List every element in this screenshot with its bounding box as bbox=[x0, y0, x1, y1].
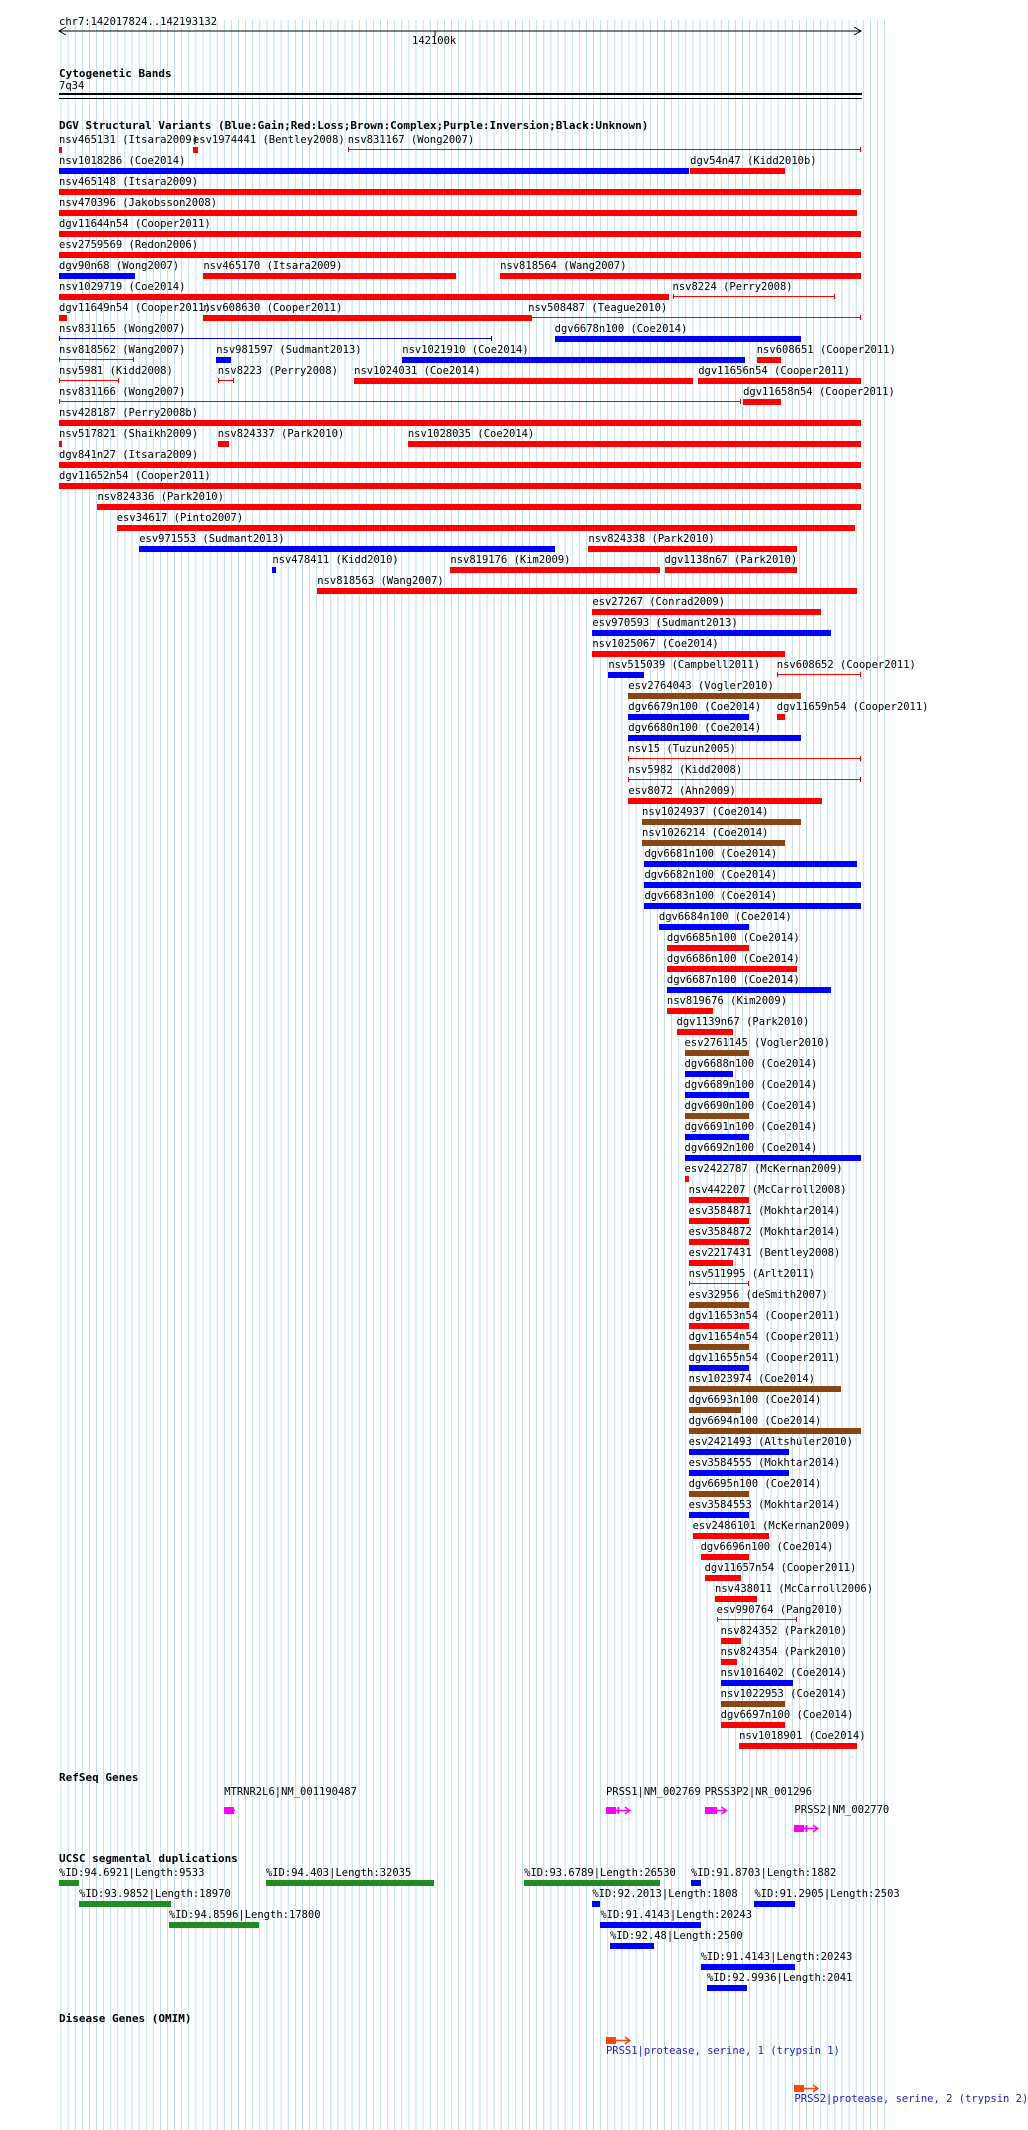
gene-label[interactable]: PRSS3P2|NR_001296 bbox=[704, 1786, 813, 1798]
sv-label[interactable]: nsv8224 (Perry2008) bbox=[672, 281, 793, 293]
sv-bar[interactable] bbox=[701, 1554, 749, 1560]
sv-label[interactable]: nsv428187 (Perry2008b) bbox=[59, 407, 199, 419]
sv-label[interactable]: dgv6680n100 (Coe2014) bbox=[628, 722, 762, 734]
omim-title: Disease Genes (OMIM) bbox=[59, 2012, 192, 2025]
sv-label[interactable]: dgv11644n54 (Cooper2011) bbox=[59, 218, 211, 230]
sv-label[interactable]: dgv6694n100 (Coe2014) bbox=[688, 1415, 822, 1427]
sv-bar[interactable] bbox=[693, 1533, 769, 1539]
sv-label[interactable]: nsv438011 (McCarroll2006) bbox=[715, 1583, 874, 1595]
sv-label[interactable]: dgv6697n100 (Coe2014) bbox=[720, 1709, 854, 1721]
sv-label[interactable]: esv2486101 (McKernan2009) bbox=[692, 1520, 851, 1532]
sv-label[interactable]: dgv6689n100 (Coe2014) bbox=[684, 1079, 818, 1091]
sv-line-end bbox=[860, 672, 861, 677]
sv-label[interactable]: esv3584553 (Mokhtar2014) bbox=[688, 1499, 841, 1511]
sv-label[interactable]: dgv90n68 (Wong2007) bbox=[59, 260, 180, 272]
sv-bar[interactable] bbox=[592, 630, 830, 636]
sv-label[interactable]: dgv11656n54 (Cooper2011) bbox=[698, 365, 850, 377]
segdup-bar[interactable] bbox=[592, 1901, 600, 1907]
sv-bar[interactable] bbox=[685, 1176, 689, 1182]
sv-bar[interactable] bbox=[689, 1365, 749, 1371]
sv-bar[interactable] bbox=[721, 1722, 785, 1728]
sv-bar[interactable] bbox=[59, 147, 62, 153]
sv-label[interactable]: dgv6691n100 (Coe2014) bbox=[684, 1121, 818, 1133]
sv-bar[interactable] bbox=[203, 315, 532, 321]
segdup-bar[interactable] bbox=[524, 1880, 660, 1886]
sv-label[interactable]: nsv608651 (Cooper2011) bbox=[756, 344, 896, 356]
sv-label[interactable]: esv2421493 (Altshuler2010) bbox=[688, 1436, 853, 1448]
sv-label[interactable]: esv970593 (Sudmant2013) bbox=[592, 617, 738, 629]
sv-label[interactable]: nsv824337 (Park2010) bbox=[217, 428, 345, 440]
segdup-label[interactable]: %ID:93.9852|Length:18970 bbox=[79, 1888, 231, 1900]
sv-label[interactable]: nsv818563 (Wang2007) bbox=[317, 575, 444, 587]
sv-label[interactable]: nsv508487 (Teague2010) bbox=[528, 302, 668, 314]
refseq-title: RefSeq Genes bbox=[59, 1771, 139, 1784]
sv-line-end bbox=[796, 1617, 797, 1622]
sv-label[interactable]: nsv1018901 (Coe2014) bbox=[739, 1730, 866, 1742]
sv-label[interactable]: dgv6692n100 (Coe2014) bbox=[684, 1142, 818, 1154]
sv-label[interactable]: nsv831166 (Wong2007) bbox=[59, 386, 186, 398]
sv-label[interactable]: nsv819676 (Kim2009) bbox=[666, 995, 788, 1007]
sv-bar[interactable] bbox=[354, 378, 692, 384]
sv-label[interactable]: dgv6683n100 (Coe2014) bbox=[644, 890, 778, 902]
gene-glyph[interactable] bbox=[224, 1800, 235, 1809]
segdup-label[interactable]: %ID:91.2905|Length:2503 bbox=[754, 1888, 900, 1900]
sv-label[interactable]: nsv981597 (Sudmant2013) bbox=[216, 344, 362, 356]
cytoband-label: 7q34 bbox=[59, 80, 85, 92]
sv-bar[interactable] bbox=[59, 231, 861, 237]
segdup-bar[interactable] bbox=[691, 1880, 701, 1886]
sv-label[interactable]: dgv6693n100 (Coe2014) bbox=[688, 1394, 822, 1406]
sv-line-end bbox=[133, 357, 134, 362]
sv-line-end bbox=[673, 294, 674, 299]
sv-label[interactable]: nsv1021910 (Coe2014) bbox=[402, 344, 529, 356]
sv-line[interactable] bbox=[628, 758, 861, 759]
sv-line[interactable] bbox=[717, 1619, 797, 1620]
sv-label[interactable]: nsv511995 (Arlt2011) bbox=[688, 1268, 815, 1280]
sv-label[interactable]: esv3584871 (Mokhtar2014) bbox=[688, 1205, 841, 1217]
sv-bar[interactable] bbox=[721, 1659, 737, 1665]
sv-bar[interactable] bbox=[698, 378, 861, 384]
sv-bar[interactable] bbox=[450, 567, 660, 573]
sv-bar[interactable] bbox=[628, 798, 822, 804]
sv-bar[interactable] bbox=[685, 1134, 749, 1140]
sv-line-end bbox=[860, 315, 861, 320]
omim-glyph[interactable] bbox=[794, 2078, 819, 2087]
segdup-label[interactable]: %ID:91.4143|Length:20243 bbox=[700, 1951, 853, 1963]
sv-bar[interactable] bbox=[59, 315, 67, 321]
sv-label[interactable]: dgv6696n100 (Coe2014) bbox=[700, 1541, 834, 1553]
sv-bar[interactable] bbox=[689, 1197, 749, 1203]
sv-bar[interactable] bbox=[588, 546, 797, 552]
sv-bar[interactable] bbox=[777, 714, 785, 720]
sv-label[interactable]: esv8072 (Ahn2009) bbox=[628, 785, 736, 797]
sv-bar[interactable] bbox=[644, 861, 857, 867]
sv-bar[interactable] bbox=[689, 1344, 749, 1350]
sv-line-end bbox=[860, 777, 861, 782]
sv-bar[interactable] bbox=[59, 252, 861, 258]
sv-bar[interactable] bbox=[59, 294, 669, 300]
sv-label[interactable]: dgv6687n100 (Coe2014) bbox=[666, 974, 800, 986]
sv-label[interactable]: nsv819176 (Kim2009) bbox=[450, 554, 571, 566]
omim-glyph[interactable] bbox=[606, 2030, 631, 2039]
sv-label[interactable]: esv32956 (deSmith2007) bbox=[688, 1289, 828, 1301]
sv-label[interactable]: dgv54n47 (Kidd2010b) bbox=[690, 155, 817, 167]
sv-bar[interactable] bbox=[59, 210, 857, 216]
sv-bar[interactable] bbox=[689, 1491, 749, 1497]
cytoband-rule-top bbox=[59, 93, 862, 95]
sv-label[interactable]: nsv1025067 (Coe2014) bbox=[592, 638, 719, 650]
sv-label[interactable]: dgv6695n100 (Coe2014) bbox=[688, 1478, 822, 1490]
sv-line-end bbox=[218, 378, 219, 383]
sv-line-end bbox=[59, 378, 60, 383]
sv-bar[interactable] bbox=[677, 1029, 733, 1035]
sv-bar[interactable] bbox=[555, 336, 801, 342]
sv-line[interactable] bbox=[59, 380, 119, 381]
sv-label[interactable]: nsv15 (Tuzun2005) bbox=[628, 743, 736, 755]
cytoband-rule-bottom bbox=[59, 98, 862, 99]
segdup-label[interactable]: %ID:94.8596|Length:17800 bbox=[168, 1909, 321, 1921]
omim-label[interactable]: PRSS1|protease, serine, 1 (trypsin 1) bbox=[605, 2045, 840, 2057]
sv-line-end bbox=[628, 756, 629, 761]
sv-label[interactable]: dgv6678n100 (Coe2014) bbox=[554, 323, 688, 335]
sv-bar[interactable] bbox=[689, 1449, 789, 1455]
sv-line-end bbox=[348, 147, 349, 152]
sv-bar[interactable] bbox=[689, 1323, 749, 1329]
sv-bar[interactable] bbox=[642, 840, 785, 846]
sv-label[interactable]: dgv6682n100 (Coe2014) bbox=[644, 869, 778, 881]
sv-label[interactable]: esv971553 (Sudmant2013) bbox=[139, 533, 285, 545]
sv-bar[interactable] bbox=[216, 357, 231, 363]
sv-label[interactable]: nsv1018286 (Coe2014) bbox=[59, 155, 186, 167]
sv-bar[interactable] bbox=[59, 189, 861, 195]
sv-line[interactable] bbox=[673, 296, 836, 297]
sv-label[interactable]: nsv824338 (Park2010) bbox=[588, 533, 715, 545]
sv-bar[interactable] bbox=[203, 273, 456, 279]
sv-label[interactable]: esv3584555 (Mokhtar2014) bbox=[688, 1457, 841, 1469]
sv-bar[interactable] bbox=[218, 441, 229, 447]
gene-glyph[interactable] bbox=[794, 1818, 819, 1827]
sv-label[interactable]: nsv517821 (Shaikh2009) bbox=[59, 428, 199, 440]
sv-label[interactable]: nsv1028035 (Coe2014) bbox=[407, 428, 535, 440]
sv-label[interactable]: nsv1023974 (Coe2014) bbox=[688, 1373, 815, 1385]
sv-bar[interactable] bbox=[689, 1512, 749, 1518]
omim-label[interactable]: PRSS2|protease, serine, 2 (trypsin 2) bbox=[794, 2093, 1028, 2105]
sv-label[interactable]: dgv11658n54 (Cooper2011) bbox=[743, 386, 895, 398]
coords-label: chr7:142017824..142193132 bbox=[59, 16, 218, 28]
sv-bar[interactable] bbox=[689, 1302, 749, 1308]
sv-bar[interactable] bbox=[628, 714, 748, 720]
sv-label[interactable]: nsv1024031 (Coe2014) bbox=[354, 365, 481, 377]
sv-line[interactable] bbox=[777, 674, 861, 675]
sv-label[interactable]: nsv831165 (Wong2007) bbox=[59, 323, 186, 335]
sv-line-end bbox=[717, 1617, 718, 1622]
sv-label[interactable]: nsv1026214 (Coe2014) bbox=[642, 827, 769, 839]
sv-line-end bbox=[860, 147, 861, 152]
sv-bar[interactable] bbox=[689, 1239, 749, 1245]
sv-label[interactable]: dgv11659n54 (Cooper2011) bbox=[776, 701, 929, 713]
sv-line-end bbox=[740, 399, 741, 404]
sv-label[interactable]: dgv11652n54 (Cooper2011) bbox=[59, 470, 211, 482]
sv-bar[interactable] bbox=[689, 1470, 789, 1476]
sv-line-end bbox=[59, 399, 60, 404]
sv-line-end bbox=[860, 756, 861, 761]
sv-line[interactable] bbox=[59, 338, 492, 339]
sv-label[interactable]: dgv6686n100 (Coe2014) bbox=[666, 953, 800, 965]
sv-label[interactable]: esv1974441 (Bentley2008) bbox=[192, 134, 345, 146]
sv-bar[interactable] bbox=[689, 1407, 741, 1413]
sv-line[interactable] bbox=[218, 380, 234, 381]
sv-bar[interactable] bbox=[59, 483, 861, 489]
sv-label[interactable]: dgv6688n100 (Coe2014) bbox=[684, 1058, 818, 1070]
segdup-bar[interactable] bbox=[79, 1901, 171, 1907]
sv-label[interactable]: dgv11649n54 (Cooper2011) bbox=[59, 302, 211, 314]
sv-bar[interactable] bbox=[667, 987, 831, 993]
segdup-bar[interactable] bbox=[701, 1964, 796, 1970]
sv-bar[interactable] bbox=[272, 567, 275, 573]
sv-label[interactable]: nsv818564 (Wang2007) bbox=[500, 260, 627, 272]
sv-bar[interactable] bbox=[721, 1680, 793, 1686]
sv-bar[interactable] bbox=[685, 1050, 749, 1056]
sv-label[interactable]: nsv1024937 (Coe2014) bbox=[642, 806, 769, 818]
sv-bar[interactable] bbox=[608, 672, 644, 678]
gene-label[interactable]: MTRNR2L6|NM_001190487 bbox=[224, 1786, 357, 1798]
sv-bar[interactable] bbox=[317, 588, 857, 594]
sv-bar[interactable] bbox=[628, 693, 800, 699]
segdup-bar[interactable] bbox=[600, 1922, 700, 1928]
segdup-title: UCSC segmental duplications bbox=[59, 1852, 238, 1865]
sv-bar[interactable] bbox=[59, 273, 135, 279]
sv-label[interactable]: nsv608630 (Cooper2011) bbox=[203, 302, 343, 314]
sv-bar[interactable] bbox=[685, 1092, 749, 1098]
sv-label[interactable]: nsv5981 (Kidd2008) bbox=[59, 365, 173, 377]
sv-line-end bbox=[118, 378, 119, 383]
sv-bar[interactable] bbox=[59, 462, 861, 468]
sv-line-end bbox=[59, 336, 60, 341]
cytoband-title: Cytogenetic Bands bbox=[59, 67, 172, 80]
sv-bar[interactable] bbox=[59, 420, 861, 426]
scale-tick-label: 142100k bbox=[412, 35, 457, 47]
sv-label[interactable]: dgv1139n67 (Park2010) bbox=[676, 1016, 810, 1028]
sv-bar[interactable] bbox=[667, 1008, 713, 1014]
sv-label[interactable]: nsv465131 (Itsara2009) bbox=[59, 134, 199, 146]
sv-label[interactable]: nsv515039 (Campbell2011) bbox=[608, 659, 761, 671]
gene-label[interactable]: PRSS1|NM_002769 bbox=[605, 1786, 701, 1798]
sv-line[interactable] bbox=[628, 779, 861, 780]
sv-bar[interactable] bbox=[139, 546, 554, 552]
segdup-bar[interactable] bbox=[169, 1922, 260, 1928]
sv-label[interactable]: esv990764 (Pang2010) bbox=[716, 1604, 844, 1616]
sv-label[interactable]: nsv824354 (Park2010) bbox=[720, 1646, 848, 1658]
sv-label[interactable]: esv2764043 (Vogler2010) bbox=[628, 680, 774, 692]
sv-label[interactable]: esv2759569 (Redon2006) bbox=[59, 239, 199, 251]
sv-label[interactable]: dgv6684n100 (Coe2014) bbox=[658, 911, 792, 923]
sv-line-end bbox=[689, 1281, 690, 1286]
dgv-title: DGV Structural Variants (Blue:Gain;Red:Loss;Brown:Complex;Purple:Inversion;Black:Unknown) bbox=[59, 119, 649, 132]
sv-bar[interactable] bbox=[685, 1113, 749, 1119]
sv-bar[interactable] bbox=[689, 1386, 841, 1392]
sv-label[interactable]: dgv6679n100 (Coe2014) bbox=[628, 701, 762, 713]
sv-label[interactable]: dgv11655n54 (Cooper2011) bbox=[688, 1352, 841, 1364]
sv-label[interactable]: dgv11654n54 (Cooper2011) bbox=[688, 1331, 841, 1343]
sv-label[interactable]: dgv1138n67 (Park2010) bbox=[664, 554, 798, 566]
sv-line[interactable] bbox=[59, 359, 134, 360]
segdup-label[interactable]: %ID:94.403|Length:32035 bbox=[265, 1867, 412, 1879]
sv-label[interactable]: nsv465170 (Itsara2009) bbox=[203, 260, 343, 272]
sv-bar[interactable] bbox=[721, 1701, 785, 1707]
sv-line-end bbox=[628, 777, 629, 782]
sv-bar[interactable] bbox=[117, 525, 856, 531]
sv-line-end bbox=[748, 1281, 749, 1286]
sv-line-end bbox=[233, 378, 234, 383]
sv-bar[interactable] bbox=[667, 966, 797, 972]
sv-bar[interactable] bbox=[644, 903, 861, 909]
sv-line[interactable] bbox=[59, 401, 741, 402]
sv-bar[interactable] bbox=[689, 1260, 733, 1266]
sv-label[interactable]: esv27267 (Conrad2009) bbox=[592, 596, 726, 608]
sv-bar[interactable] bbox=[628, 735, 800, 741]
sv-bar[interactable] bbox=[500, 273, 861, 279]
sv-bar[interactable] bbox=[59, 168, 689, 174]
gene-glyph[interactable] bbox=[705, 1800, 727, 1809]
segdup-label[interactable]: %ID:92.9936|Length:2041 bbox=[707, 1972, 853, 1984]
sv-line[interactable] bbox=[348, 149, 861, 150]
segdup-label[interactable]: %ID:91.4143|Length:20243 bbox=[600, 1909, 753, 1921]
gene-glyph[interactable] bbox=[606, 1800, 631, 1809]
sv-bar[interactable] bbox=[193, 147, 198, 153]
sv-bar[interactable] bbox=[715, 1596, 757, 1602]
sv-label[interactable]: esv2217431 (Bentley2008) bbox=[688, 1247, 841, 1259]
sv-label[interactable]: nsv824352 (Park2010) bbox=[720, 1625, 848, 1637]
sv-bar[interactable] bbox=[667, 945, 749, 951]
sv-label[interactable]: esv34617 (Pinto2007) bbox=[116, 512, 244, 524]
sv-label[interactable]: dgv6690n100 (Coe2014) bbox=[684, 1100, 818, 1112]
sv-label[interactable]: nsv442207 (McCarroll2008) bbox=[688, 1184, 847, 1196]
sv-label[interactable]: nsv470396 (Jakobsson2008) bbox=[59, 197, 218, 209]
sv-label[interactable]: nsv1016402 (Coe2014) bbox=[720, 1667, 848, 1679]
sv-bar[interactable] bbox=[97, 504, 861, 510]
sv-label[interactable]: esv2761145 (Vogler2010) bbox=[684, 1037, 830, 1049]
sv-label[interactable]: nsv8223 (Perry2008) bbox=[217, 365, 338, 377]
sv-label[interactable]: dgv11657n54 (Cooper2011) bbox=[704, 1562, 857, 1574]
sv-line-end bbox=[834, 294, 835, 299]
sv-bar[interactable] bbox=[721, 1638, 741, 1644]
sv-line-end bbox=[528, 315, 529, 320]
sv-bar[interactable] bbox=[592, 609, 821, 615]
segdup-bar[interactable] bbox=[707, 1985, 747, 1991]
segdup-label[interactable]: %ID:91.8703|Length:1882 bbox=[690, 1867, 837, 1879]
sv-line-end bbox=[777, 672, 778, 677]
sv-bar[interactable] bbox=[665, 567, 797, 573]
sv-label[interactable]: dgv6681n100 (Coe2014) bbox=[644, 848, 778, 860]
sv-bar[interactable] bbox=[659, 924, 749, 930]
sv-label[interactable]: nsv5982 (Kidd2008) bbox=[628, 764, 743, 776]
sv-label[interactable]: esv3584872 (Mokhtar2014) bbox=[688, 1226, 841, 1238]
sv-bar[interactable] bbox=[402, 357, 744, 363]
sv-bar[interactable] bbox=[592, 651, 784, 657]
segdup-bar[interactable] bbox=[59, 1880, 79, 1886]
segdup-bar[interactable] bbox=[754, 1901, 795, 1907]
sv-bar[interactable] bbox=[690, 168, 785, 174]
sv-label[interactable]: nsv831167 (Wong2007) bbox=[347, 134, 475, 146]
segdup-label[interactable]: %ID:92.2013|Length:1808 bbox=[592, 1888, 738, 1900]
sv-label[interactable]: nsv465148 (Itsara2009) bbox=[59, 176, 199, 188]
sv-bar[interactable] bbox=[685, 1155, 861, 1161]
sv-bar[interactable] bbox=[59, 441, 62, 447]
sv-line-end bbox=[59, 357, 60, 362]
segdup-bar[interactable] bbox=[610, 1943, 654, 1949]
sv-label[interactable]: nsv824336 (Park2010) bbox=[97, 491, 224, 503]
sv-bar[interactable] bbox=[642, 819, 801, 825]
sv-label[interactable]: nsv478411 (Kidd2010) bbox=[272, 554, 399, 566]
sv-label[interactable]: esv2422787 (McKernan2009) bbox=[684, 1163, 843, 1175]
segdup-label[interactable]: %ID:94.6921|Length:9533 bbox=[59, 1867, 205, 1879]
sv-line[interactable] bbox=[528, 317, 861, 318]
segdup-label[interactable]: %ID:93.6789|Length:26530 bbox=[524, 1867, 676, 1879]
sv-bar[interactable] bbox=[757, 357, 781, 363]
gene-label[interactable]: PRSS2|NM_002770 bbox=[794, 1804, 890, 1816]
sv-label[interactable]: nsv818562 (Wang2007) bbox=[59, 344, 186, 356]
sv-label[interactable]: nsv1022953 (Coe2014) bbox=[720, 1688, 848, 1700]
sv-bar[interactable] bbox=[739, 1743, 857, 1749]
sv-line[interactable] bbox=[689, 1283, 749, 1284]
sv-bar[interactable] bbox=[689, 1218, 749, 1224]
sv-label[interactable]: nsv1029719 (Coe2014) bbox=[59, 281, 186, 293]
sv-label[interactable]: dgv6685n100 (Coe2014) bbox=[666, 932, 800, 944]
sv-line-end bbox=[491, 336, 492, 341]
segdup-bar[interactable] bbox=[266, 1880, 434, 1886]
segdup-label[interactable]: %ID:92.48|Length:2500 bbox=[609, 1930, 743, 1942]
sv-bar[interactable] bbox=[685, 1071, 733, 1077]
sv-bar[interactable] bbox=[644, 882, 861, 888]
sv-bar[interactable] bbox=[705, 1575, 741, 1581]
sv-label[interactable]: dgv841n27 (Itsara2009) bbox=[59, 449, 199, 461]
sv-label[interactable]: dgv11653n54 (Cooper2011) bbox=[688, 1310, 841, 1322]
sv-bar[interactable] bbox=[408, 441, 861, 447]
sv-bar[interactable] bbox=[689, 1428, 861, 1434]
sv-bar[interactable] bbox=[743, 399, 781, 405]
sv-label[interactable]: nsv608652 (Cooper2011) bbox=[776, 659, 916, 671]
